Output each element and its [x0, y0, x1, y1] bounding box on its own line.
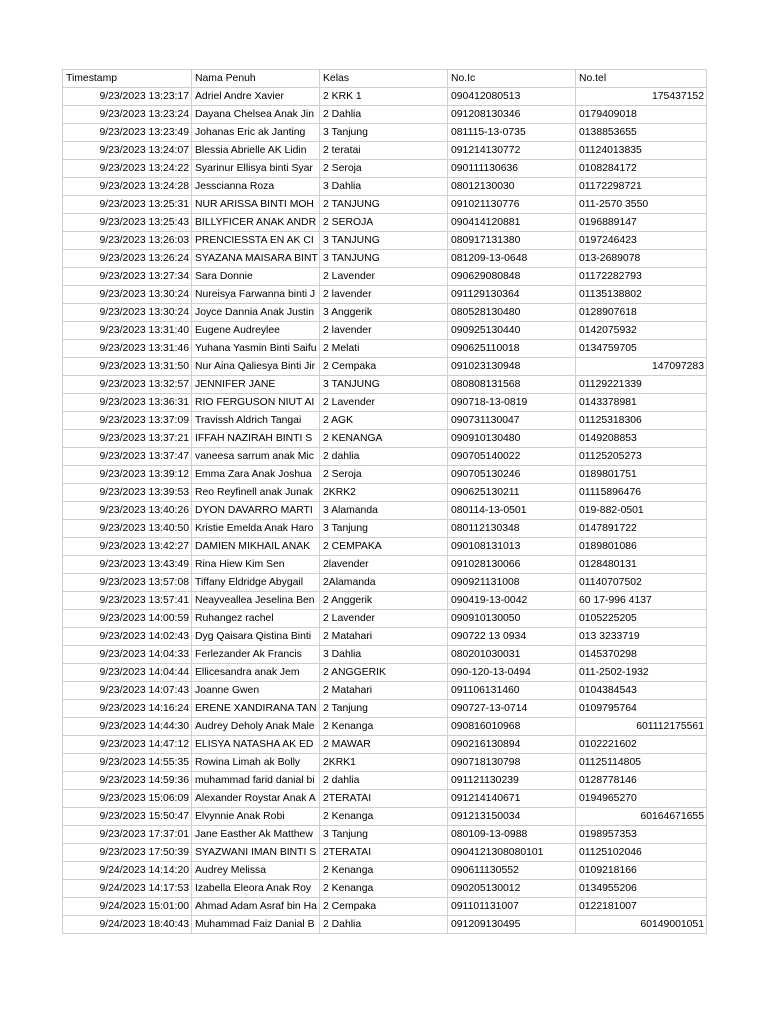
header-row	[63, 70, 707, 88]
cell-no-ic: 091121130239	[448, 772, 576, 790]
spreadsheet-table	[62, 69, 707, 934]
cell-no-tel: 0104384543	[576, 682, 707, 700]
cell-nama-penuh: Neayveallea Jeselina Ben	[192, 592, 320, 610]
cell-timestamp: 9/23/2023 13:36:31	[63, 394, 192, 412]
cell-no-tel: 0108284172	[576, 160, 707, 178]
cell-no-tel: 0122181007	[576, 898, 707, 916]
cell-timestamp: 9/23/2023 14:47:12	[63, 736, 192, 754]
cell-kelas: 2 Dahlia	[320, 916, 448, 934]
cell-nama-penuh: Alexander Roystar Anak A	[192, 790, 320, 808]
cell-nama-penuh: Blessia Abrielle AK Lidin	[192, 142, 320, 160]
cell-nama-penuh: Yuhana Yasmin Binti Saifu	[192, 340, 320, 358]
cell-nama-penuh: Sara Donnie	[192, 268, 320, 286]
table-row	[63, 376, 707, 394]
table-row	[63, 754, 707, 772]
table-row	[63, 808, 707, 826]
cell-nama-penuh: SYAZWANI IMAN BINTI S	[192, 844, 320, 862]
cell-no-tel: 0109795764	[576, 700, 707, 718]
cell-kelas: 2Alamanda	[320, 574, 448, 592]
cell-timestamp: 9/23/2023 13:40:50	[63, 520, 192, 538]
cell-no-ic: 090910130480	[448, 430, 576, 448]
cell-no-tel: 0128907618	[576, 304, 707, 322]
cell-no-tel: 0109218166	[576, 862, 707, 880]
cell-kelas: 3 TANJUNG	[320, 232, 448, 250]
cell-kelas: 2 dahlia	[320, 772, 448, 790]
cell-timestamp: 9/23/2023 13:25:43	[63, 214, 192, 232]
cell-timestamp: 9/23/2023 13:30:24	[63, 304, 192, 322]
cell-kelas: 2 Kenanga	[320, 862, 448, 880]
cell-timestamp: 9/23/2023 17:50:39	[63, 844, 192, 862]
cell-kelas: 2 Kenanga	[320, 880, 448, 898]
table-row	[63, 286, 707, 304]
cell-no-tel: 0147891722	[576, 520, 707, 538]
cell-nama-penuh: Johanas Eric ak Janting	[192, 124, 320, 142]
cell-kelas: 3 TANJUNG	[320, 376, 448, 394]
cell-timestamp: 9/23/2023 15:50:47	[63, 808, 192, 826]
cell-timestamp: 9/23/2023 13:32:57	[63, 376, 192, 394]
cell-no-tel: 01125114805	[576, 754, 707, 772]
table-row	[63, 592, 707, 610]
cell-no-tel: 0189801086	[576, 538, 707, 556]
cell-timestamp: 9/23/2023 13:37:09	[63, 412, 192, 430]
cell-timestamp: 9/23/2023 13:24:28	[63, 178, 192, 196]
table-row	[63, 196, 707, 214]
cell-no-tel: 011-2570 3550	[576, 196, 707, 214]
table-row	[63, 736, 707, 754]
cell-no-tel: 011-2502-1932	[576, 664, 707, 682]
cell-no-tel: 0194965270	[576, 790, 707, 808]
table-row	[63, 574, 707, 592]
cell-no-ic: 091208130346	[448, 106, 576, 124]
cell-nama-penuh: Dayana Chelsea Anak Jin	[192, 106, 320, 124]
cell-timestamp: 9/23/2023 14:59:36	[63, 772, 192, 790]
table-row	[63, 610, 707, 628]
table-row	[63, 268, 707, 286]
cell-nama-penuh: JENNIFER JANE	[192, 376, 320, 394]
cell-no-ic: 090111130636	[448, 160, 576, 178]
cell-timestamp: 9/23/2023 13:31:40	[63, 322, 192, 340]
cell-timestamp: 9/23/2023 13:25:31	[63, 196, 192, 214]
cell-nama-penuh: PRENCIESSTA EN AK CI	[192, 232, 320, 250]
cell-no-tel: 0179409018	[576, 106, 707, 124]
cell-timestamp: 9/23/2023 13:40:26	[63, 502, 192, 520]
cell-nama-penuh: DAMIEN MIKHAIL ANAK	[192, 538, 320, 556]
cell-no-ic: 091213150034	[448, 808, 576, 826]
cell-timestamp: 9/23/2023 13:24:22	[63, 160, 192, 178]
cell-kelas: 3 Tanjung	[320, 826, 448, 844]
table-row	[63, 232, 707, 250]
cell-no-ic: 080112130348	[448, 520, 576, 538]
cell-no-ic: 090925130440	[448, 322, 576, 340]
cell-timestamp: 9/23/2023 13:23:17	[63, 88, 192, 106]
cell-no-tel: 0189801751	[576, 466, 707, 484]
cell-nama-penuh: Adriel Andre Xavier	[192, 88, 320, 106]
cell-timestamp: 9/23/2023 13:26:03	[63, 232, 192, 250]
cell-timestamp: 9/23/2023 13:37:47	[63, 448, 192, 466]
cell-no-tel: 0197246423	[576, 232, 707, 250]
cell-timestamp: 9/23/2023 13:23:49	[63, 124, 192, 142]
cell-no-tel: 01172282793	[576, 268, 707, 286]
cell-timestamp: 9/23/2023 13:57:08	[63, 574, 192, 592]
cell-no-ic: 091021130776	[448, 196, 576, 214]
cell-timestamp: 9/23/2023 13:31:46	[63, 340, 192, 358]
header-kelas: Kelas	[320, 70, 448, 88]
cell-nama-penuh: Jane Easther Ak Matthew	[192, 826, 320, 844]
cell-no-tel: 01140707502	[576, 574, 707, 592]
cell-no-ic: 090718-13-0819	[448, 394, 576, 412]
table-row	[63, 178, 707, 196]
table-row	[63, 862, 707, 880]
cell-kelas: 3 TANJUNG	[320, 250, 448, 268]
table-row	[63, 160, 707, 178]
cell-no-tel: 0142075932	[576, 322, 707, 340]
table-row	[63, 142, 707, 160]
table-row	[63, 664, 707, 682]
cell-timestamp: 9/23/2023 14:07:43	[63, 682, 192, 700]
table-row	[63, 502, 707, 520]
cell-nama-penuh: Kristie Emelda Anak Haro	[192, 520, 320, 538]
table-row	[63, 412, 707, 430]
cell-no-tel: 01124013835	[576, 142, 707, 160]
cell-kelas: 2 KENANGA	[320, 430, 448, 448]
cell-no-ic: 090731130047	[448, 412, 576, 430]
cell-nama-penuh: RIO FERGUSON NIUT AI	[192, 394, 320, 412]
cell-nama-penuh: NUR ARISSA BINTI MOH	[192, 196, 320, 214]
cell-nama-penuh: Nureisya Farwanna binti J	[192, 286, 320, 304]
cell-no-ic: 091101131007	[448, 898, 576, 916]
cell-no-ic: 091214140671	[448, 790, 576, 808]
cell-no-tel: 0145370298	[576, 646, 707, 664]
cell-no-tel: 0198957353	[576, 826, 707, 844]
cell-nama-penuh: vaneesa sarrum anak Mic	[192, 448, 320, 466]
cell-no-tel: 0143378981	[576, 394, 707, 412]
header-timestamp: Timestamp	[63, 70, 192, 88]
cell-nama-penuh: SYAZANA MAISARA BINT	[192, 250, 320, 268]
cell-nama-penuh: Emma Zara Anak Joshua	[192, 466, 320, 484]
cell-no-ic: 091023130948	[448, 358, 576, 376]
table-row	[63, 322, 707, 340]
table-row	[63, 826, 707, 844]
table-row	[63, 430, 707, 448]
table-row	[63, 340, 707, 358]
cell-timestamp: 9/23/2023 13:31:50	[63, 358, 192, 376]
cell-nama-penuh: Joyce Dannia Anak Justin	[192, 304, 320, 322]
cell-no-ic: 090625110018	[448, 340, 576, 358]
cell-timestamp: 9/23/2023 14:00:59	[63, 610, 192, 628]
cell-kelas: 2KRK2	[320, 484, 448, 502]
cell-no-tel: 0149208853	[576, 430, 707, 448]
cell-no-ic: 090412080513	[448, 88, 576, 106]
cell-nama-penuh: Syarinur Ellisya binti Syar	[192, 160, 320, 178]
cell-no-tel: 01129221339	[576, 376, 707, 394]
cell-kelas: 3 Tanjung	[320, 124, 448, 142]
cell-kelas: 2 Lavender	[320, 394, 448, 412]
cell-nama-penuh: Joanne Gwen	[192, 682, 320, 700]
table-row	[63, 124, 707, 142]
cell-kelas: 2 ANGGERIK	[320, 664, 448, 682]
cell-no-tel: 60149001051	[576, 916, 707, 934]
cell-kelas: 2 lavender	[320, 286, 448, 304]
header-no-ic: No.Ic	[448, 70, 576, 88]
cell-no-ic: 0904121308080101	[448, 844, 576, 862]
cell-nama-penuh: Izabella Eleora Anak Roy	[192, 880, 320, 898]
cell-kelas: 2 Cempaka	[320, 898, 448, 916]
cell-kelas: 2 MAWAR	[320, 736, 448, 754]
cell-no-ic: 090629080848	[448, 268, 576, 286]
table-row	[63, 700, 707, 718]
cell-nama-penuh: Reo Reyfinell anak Junak	[192, 484, 320, 502]
cell-timestamp: 9/24/2023 18:40:43	[63, 916, 192, 934]
cell-no-tel: 0128778146	[576, 772, 707, 790]
cell-kelas: 2 KRK 1	[320, 88, 448, 106]
cell-no-ic: 090722 13 0934	[448, 628, 576, 646]
cell-nama-penuh: DYON DAVARRO MARTI	[192, 502, 320, 520]
cell-nama-penuh: Audrey Deholy Anak Male	[192, 718, 320, 736]
cell-no-ic: 080114-13-0501	[448, 502, 576, 520]
cell-kelas: 2 Seroja	[320, 160, 448, 178]
cell-no-ic: 090921131008	[448, 574, 576, 592]
cell-timestamp: 9/23/2023 13:42:27	[63, 538, 192, 556]
cell-no-tel: 0196889147	[576, 214, 707, 232]
table-row	[63, 358, 707, 376]
cell-no-ic: 091214130772	[448, 142, 576, 160]
cell-nama-penuh: BILLYFICER ANAK ANDR	[192, 214, 320, 232]
header-no-tel: No.tel	[576, 70, 707, 88]
cell-timestamp: 9/23/2023 13:30:24	[63, 286, 192, 304]
cell-no-ic: 090705130246	[448, 466, 576, 484]
cell-nama-penuh: Ellicesandra anak Jem	[192, 664, 320, 682]
table-row	[63, 106, 707, 124]
cell-no-tel: 01115896476	[576, 484, 707, 502]
cell-no-ic: 080808131568	[448, 376, 576, 394]
cell-kelas: 3 Dahlia	[320, 178, 448, 196]
cell-timestamp: 9/23/2023 13:23:24	[63, 106, 192, 124]
cell-no-tel: 013 3233719	[576, 628, 707, 646]
cell-no-tel: 175437152	[576, 88, 707, 106]
cell-nama-penuh: Elvynnie Anak Robi	[192, 808, 320, 826]
table-row	[63, 790, 707, 808]
cell-no-ic: 080528130480	[448, 304, 576, 322]
table-row	[63, 844, 707, 862]
table-row	[63, 466, 707, 484]
cell-no-ic: 081115-13-0735	[448, 124, 576, 142]
cell-kelas: 2 dahlia	[320, 448, 448, 466]
cell-no-tel: 60164671655	[576, 808, 707, 826]
cell-no-tel: 013-2689078	[576, 250, 707, 268]
cell-nama-penuh: Jesscianna Roza	[192, 178, 320, 196]
cell-kelas: 2 Lavender	[320, 268, 448, 286]
cell-no-ic: 090414120881	[448, 214, 576, 232]
cell-kelas: 2 TANJUNG	[320, 196, 448, 214]
cell-nama-penuh: Audrey Melissa	[192, 862, 320, 880]
cell-nama-penuh: ELISYA NATASHA AK ED	[192, 736, 320, 754]
cell-kelas: 2 Melati	[320, 340, 448, 358]
cell-no-ic: 091129130364	[448, 286, 576, 304]
table-row	[63, 250, 707, 268]
cell-timestamp: 9/23/2023 14:04:33	[63, 646, 192, 664]
cell-nama-penuh: Nur Aina Qaliesya Binti Jir	[192, 358, 320, 376]
cell-no-ic: 090205130012	[448, 880, 576, 898]
cell-no-ic: 08012130030	[448, 178, 576, 196]
cell-timestamp: 9/23/2023 13:57:41	[63, 592, 192, 610]
cell-timestamp: 9/23/2023 13:39:53	[63, 484, 192, 502]
cell-no-tel: 01135138802	[576, 286, 707, 304]
cell-no-ic: 090816010968	[448, 718, 576, 736]
cell-kelas: 2 teratai	[320, 142, 448, 160]
cell-no-ic: 090216130894	[448, 736, 576, 754]
table-row	[63, 214, 707, 232]
table-row	[63, 682, 707, 700]
cell-nama-penuh: muhammad farid danial bi	[192, 772, 320, 790]
cell-kelas: 2 Matahari	[320, 628, 448, 646]
table-row	[63, 520, 707, 538]
table-row	[63, 484, 707, 502]
table-row	[63, 556, 707, 574]
table-row	[63, 916, 707, 934]
cell-nama-penuh: Ruhangez rachel	[192, 610, 320, 628]
cell-no-ic: 080917131380	[448, 232, 576, 250]
table-row	[63, 628, 707, 646]
cell-timestamp: 9/23/2023 13:26:24	[63, 250, 192, 268]
table-row	[63, 448, 707, 466]
table-body	[63, 88, 707, 934]
cell-kelas: 2TERATAI	[320, 844, 448, 862]
cell-no-ic: 090108131013	[448, 538, 576, 556]
cell-kelas: 2 SEROJA	[320, 214, 448, 232]
cell-no-tel: 01125205273	[576, 448, 707, 466]
cell-nama-penuh: Travissh Aldrich Tangai	[192, 412, 320, 430]
cell-no-tel: 0134759705	[576, 340, 707, 358]
cell-timestamp: 9/24/2023 14:17:53	[63, 880, 192, 898]
cell-kelas: 3 Anggerik	[320, 304, 448, 322]
table-row	[63, 772, 707, 790]
cell-no-ic: 091028130066	[448, 556, 576, 574]
table-row	[63, 88, 707, 106]
cell-timestamp: 9/23/2023 17:37:01	[63, 826, 192, 844]
table-row	[63, 898, 707, 916]
cell-kelas: 2 Kenanga	[320, 808, 448, 826]
cell-no-tel: 01172298721	[576, 178, 707, 196]
cell-nama-penuh: Tiffany Eldridge Abygail	[192, 574, 320, 592]
cell-nama-penuh: Ahmad Adam Asraf bin Ha	[192, 898, 320, 916]
cell-kelas: 2 Tanjung	[320, 700, 448, 718]
cell-no-ic: 090625130211	[448, 484, 576, 502]
table-row	[63, 718, 707, 736]
cell-timestamp: 9/23/2023 14:04:44	[63, 664, 192, 682]
cell-kelas: 2 Anggerik	[320, 592, 448, 610]
table-row	[63, 880, 707, 898]
cell-no-tel: 0134955206	[576, 880, 707, 898]
cell-nama-penuh: Ferlezander Ak Francis	[192, 646, 320, 664]
cell-nama-penuh: Muhammad Faiz Danial B	[192, 916, 320, 934]
cell-no-ic: 091106131460	[448, 682, 576, 700]
cell-no-tel: 019-882-0501	[576, 502, 707, 520]
cell-no-tel: 147097283	[576, 358, 707, 376]
cell-kelas: 2 lavender	[320, 322, 448, 340]
cell-no-ic: 090727-13-0714	[448, 700, 576, 718]
cell-no-tel: 0102221602	[576, 736, 707, 754]
cell-kelas: 2TERATAI	[320, 790, 448, 808]
table-row	[63, 304, 707, 322]
table-row	[63, 646, 707, 664]
cell-kelas: 2 Cempaka	[320, 358, 448, 376]
cell-kelas: 3 Alamanda	[320, 502, 448, 520]
cell-timestamp: 9/23/2023 14:16:24	[63, 700, 192, 718]
header-nama-penuh: Nama Penuh	[192, 70, 320, 88]
cell-nama-penuh: Eugene Audreylee	[192, 322, 320, 340]
cell-no-ic: 090611130552	[448, 862, 576, 880]
cell-kelas: 2 Seroja	[320, 466, 448, 484]
cell-timestamp: 9/24/2023 14:14:20	[63, 862, 192, 880]
cell-kelas: 2 Lavender	[320, 610, 448, 628]
cell-timestamp: 9/23/2023 15:06:09	[63, 790, 192, 808]
cell-kelas: 2 Matahari	[320, 682, 448, 700]
cell-timestamp: 9/23/2023 14:55:35	[63, 754, 192, 772]
cell-nama-penuh: Rowina Limah ak Bolly	[192, 754, 320, 772]
cell-no-ic: 080201030031	[448, 646, 576, 664]
cell-timestamp: 9/23/2023 13:37:21	[63, 430, 192, 448]
cell-nama-penuh: ERENE XANDIRANA TAN	[192, 700, 320, 718]
cell-no-ic: 090718130798	[448, 754, 576, 772]
cell-no-tel: 0138853655	[576, 124, 707, 142]
cell-timestamp: 9/23/2023 14:44:30	[63, 718, 192, 736]
cell-no-tel: 0105225205	[576, 610, 707, 628]
cell-kelas: 2 Dahlia	[320, 106, 448, 124]
cell-timestamp: 9/23/2023 13:43:49	[63, 556, 192, 574]
cell-kelas: 3 Dahlia	[320, 646, 448, 664]
cell-no-ic: 081209-13-0648	[448, 250, 576, 268]
cell-kelas: 2 AGK	[320, 412, 448, 430]
cell-kelas: 2 CEMPAKA	[320, 538, 448, 556]
cell-no-ic: 091209130495	[448, 916, 576, 934]
cell-kelas: 2lavender	[320, 556, 448, 574]
cell-nama-penuh: Rina Hiew Kim Sen	[192, 556, 320, 574]
cell-kelas: 2KRK1	[320, 754, 448, 772]
cell-timestamp: 9/23/2023 13:39:12	[63, 466, 192, 484]
cell-no-tel: 01125318306	[576, 412, 707, 430]
table-row	[63, 394, 707, 412]
cell-no-tel: 01125102046	[576, 844, 707, 862]
cell-timestamp: 9/23/2023 13:24:07	[63, 142, 192, 160]
cell-no-ic: 090910130050	[448, 610, 576, 628]
cell-no-tel: 601112175561	[576, 718, 707, 736]
cell-kelas: 3 Tanjung	[320, 520, 448, 538]
cell-timestamp: 9/23/2023 14:02:43	[63, 628, 192, 646]
cell-nama-penuh: Dyg Qaisara Qistina Binti	[192, 628, 320, 646]
cell-no-ic: 080109-13-0988	[448, 826, 576, 844]
cell-no-tel: 60 17-996 4137	[576, 592, 707, 610]
cell-no-tel: 0128480131	[576, 556, 707, 574]
cell-timestamp: 9/24/2023 15:01:00	[63, 898, 192, 916]
cell-nama-penuh: IFFAH NAZIRAH BINTI S	[192, 430, 320, 448]
cell-timestamp: 9/23/2023 13:27:34	[63, 268, 192, 286]
cell-no-ic: 090419-13-0042	[448, 592, 576, 610]
table-row	[63, 538, 707, 556]
cell-no-ic: 090-120-13-0494	[448, 664, 576, 682]
cell-kelas: 2 Kenanga	[320, 718, 448, 736]
cell-no-ic: 090705140022	[448, 448, 576, 466]
